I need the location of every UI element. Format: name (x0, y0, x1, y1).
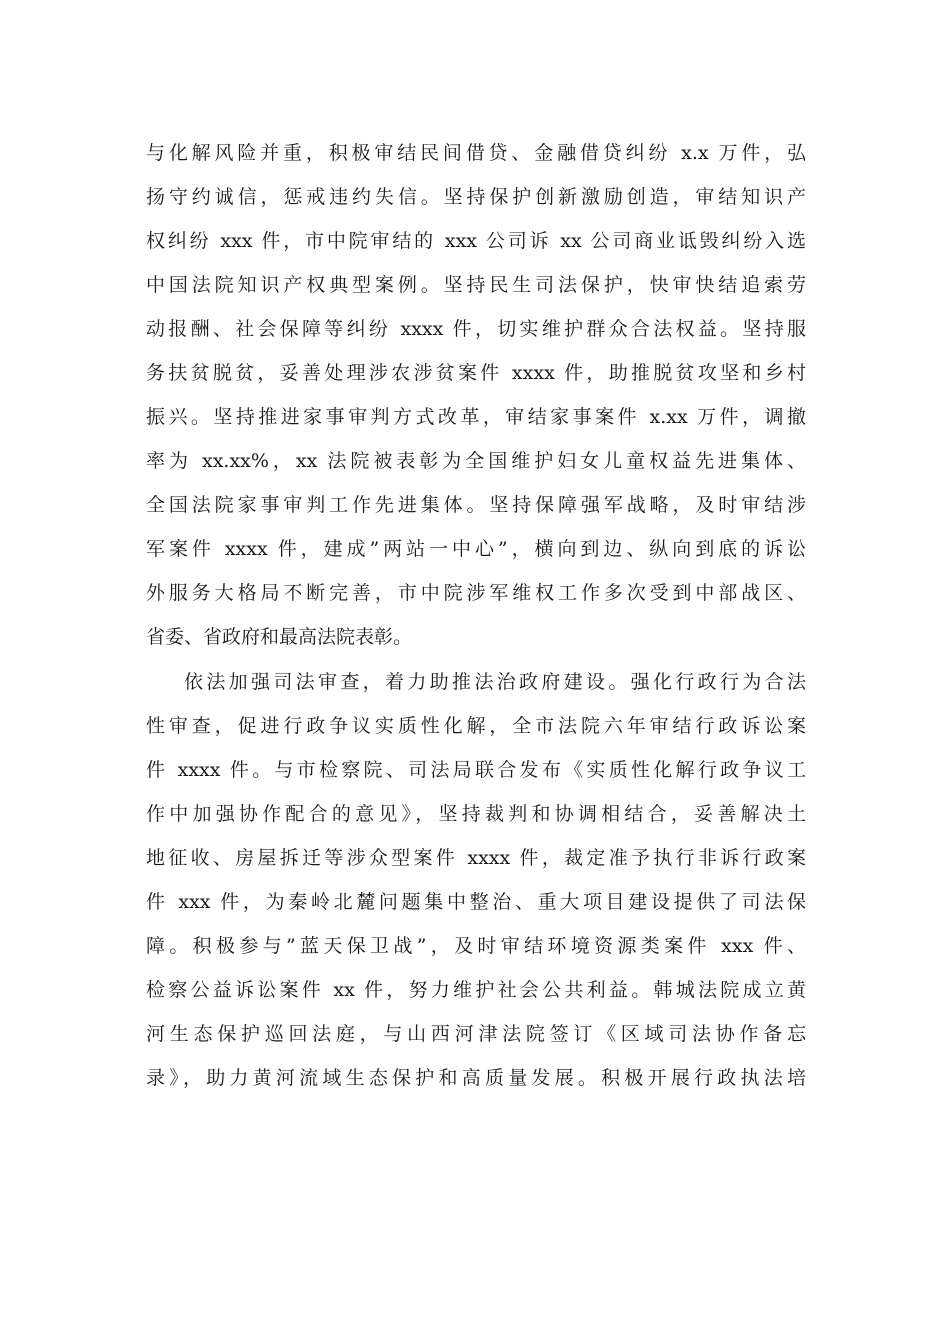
paragraph-1-line-6: 务扶贫脱贫，妥善处理涉农涉贫案件 xxxx 件，助推脱贫攻坚和乡村 (146, 362, 806, 384)
paragraph-1-line-7: 振兴。坚持推进家事审判方式改革，审结家事案件 x.xx 万件，调撤 (146, 406, 806, 428)
paragraph-2-line-8: 检察公益诉讼案件 xx 件，努力维护社会公共利益。韩城法院成立黄 (146, 979, 806, 1001)
paragraph-2-line-5: 地征收、房屋拆迁等涉众型案件 xxxx 件，裁定准予执行非诉行政案 (146, 847, 806, 869)
paragraph-1-line-10: 军案件 xxxx 件，建成”两站一中心”，横向到边、纵向到底的诉讼 (146, 538, 806, 560)
paragraph-1-line-11: 外服务大格局不断完善，市中院涉军维权工作多次受到中部战区、 (146, 582, 806, 604)
paragraph-2-line-1: 依法加强司法审查，着力助推法治政府建设。强化行政行为合法 (184, 671, 806, 693)
paragraph-2-line-6: 件 xxx 件，为秦岭北麓问题集中整治、重大项目建设提供了司法保 (146, 891, 806, 913)
paragraph-2-line-9: 河生态保护巡回法庭，与山西河津法院签订《区域司法协作备忘 (146, 1023, 806, 1045)
paragraph-2-line-4: 作中加强协作配合的意见》，坚持裁判和协调相结合，妥善解决土 (146, 803, 806, 825)
paragraph-2-line-2: 性审查，促进行政争议实质性化解，全市法院六年审结行政诉讼案 (146, 715, 806, 737)
paragraph-1-line-2: 扬守约诚信，惩戒违约失信。坚持保护创新激励创造，审结知识产 (146, 186, 806, 208)
paragraph-1-line-5: 动报酬、社会保障等纠纷 xxxx 件，切实维护群众合法权益。坚持服 (146, 318, 806, 340)
paragraph-1-line-4: 中国法院知识产权典型案例。坚持民生司法保护，快审快结追索劳 (146, 274, 806, 296)
paragraph-1-line-1: 与化解风险并重，积极审结民间借贷、金融借贷纠纷 x.x 万件，弘 (146, 142, 806, 164)
paragraph-2-line-3: 件 xxxx 件。与市检察院、司法局联合发布《实质性化解行政争议工 (146, 759, 806, 781)
paragraph-1-line-12: 省委、省政府和最高法院表彰。 (146, 626, 413, 648)
paragraph-1-line-9: 全国法院家事审判工作先进集体。坚持保障强军战略，及时审结涉 (146, 494, 806, 516)
paragraph-1-line-8: 率为 xx.xx%，xx 法院被表彰为全国维护妇女儿童权益先进集体、 (146, 450, 806, 472)
paragraph-1-line-3: 权纠纷 xxx 件，市中院审结的 xxx 公司诉 xx 公司商业诋毁纠纷入选 (146, 230, 806, 252)
paragraph-2-line-10: 录》，助力黄河流域生态保护和高质量发展。积极开展行政执法培 (146, 1067, 806, 1089)
paragraph-2-line-7: 障。积极参与”蓝天保卫战”，及时审结环境资源类案件 xxx 件、 (146, 935, 806, 957)
